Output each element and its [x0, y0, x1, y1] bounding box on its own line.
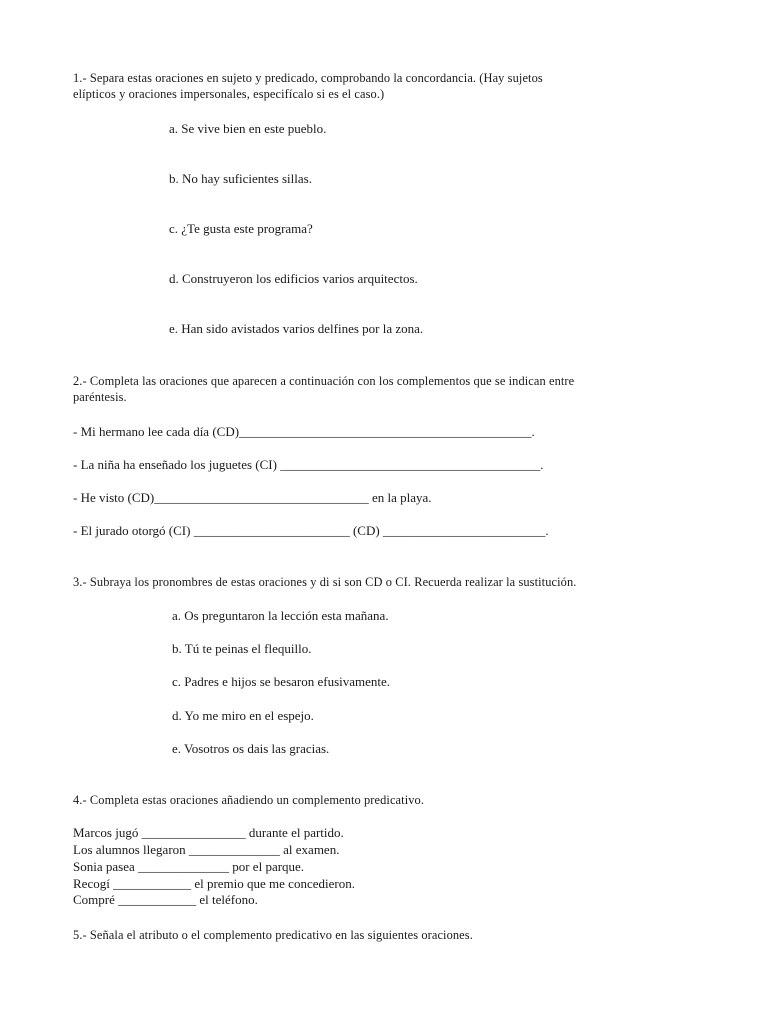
question-4-instruction: 4.- Completa estas oraciones añadiendo un complemento predicativo. [73, 793, 425, 807]
question-4-item-2: Los alumnos llegaron ______________ al examen. [73, 842, 340, 857]
question-1-instruction-line-1: 1.- Separa estas oraciones en sujeto y predicado, comprobando la concordancia. (Hay sujetos [73, 71, 543, 85]
question-3-item-b: b. Tú te peinas el flequillo. [172, 641, 312, 656]
question-1-instruction-line-2: elípticos y oraciones impersonales, especifícalo si es el caso.) [73, 87, 385, 101]
question-2-item-4: - El jurado otorgó (CI) ________________________ (CD) _________________________. [73, 523, 549, 538]
question-2-item-1: - Mi hermano lee cada día (CD)_____________________________________________. [73, 424, 535, 439]
question-1-item-a: a. Se vive bien en este pueblo. [169, 121, 327, 136]
question-2-item-3: - He visto (CD)_________________________________ en la playa. [73, 490, 432, 505]
question-2-instruction-line-2: paréntesis. [73, 390, 127, 404]
question-3-item-e: e. Vosotros os dais las gracias. [172, 741, 330, 756]
question-5-instruction: 5.- Señala el atributo o el complemento predicativo en las siguientes oraciones. [73, 928, 473, 942]
question-4-item-3: Sonia pasea ______________ por el parque. [73, 859, 305, 874]
question-2-item-2: - La niña ha enseñado los juguetes (CI) ________________________________________. [73, 457, 544, 472]
question-1-item-c: c. ¿Te gusta este programa? [169, 221, 313, 236]
question-4-item-5: Compré ____________ el teléfono. [73, 892, 258, 907]
question-3-item-d: d. Yo me miro en el espejo. [172, 708, 314, 723]
question-3-item-c: c. Padres e hijos se besaron efusivamente. [172, 674, 391, 689]
question-3-instruction: 3.- Subraya los pronombres de estas oraciones y di si son CD o CI. Recuerda realizar la sustitución. [73, 575, 577, 589]
question-3-item-a: a. Os preguntaron la lección esta mañana. [172, 608, 389, 623]
question-4-item-4: Recogí ____________ el premio que me concedieron. [73, 876, 355, 891]
question-1-item-e: e. Han sido avistados varios delfines por la zona. [169, 321, 424, 336]
question-1-item-d: d. Construyeron los edificios varios arquitectos. [169, 271, 418, 286]
question-4-item-1: Marcos jugó ________________ durante el partido. [73, 825, 344, 840]
question-1-item-b: b. No hay suficientes sillas. [169, 171, 312, 186]
question-2-instruction-line-1: 2.- Completa las oraciones que aparecen a continuación con los complementos que se indican entre [73, 374, 575, 388]
